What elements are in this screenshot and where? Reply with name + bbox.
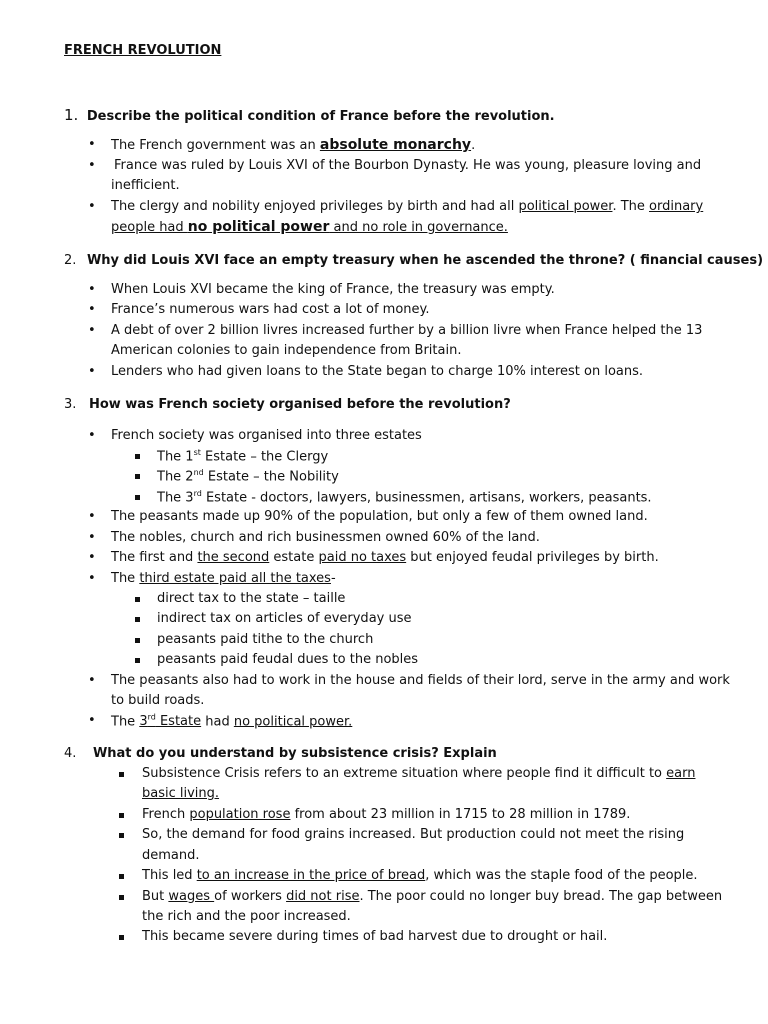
q1-b1-em: absolute monarchy (319, 137, 472, 153)
square-bullet-icon (135, 474, 140, 479)
q3-s1-pre: The 1 (157, 449, 194, 465)
q3-b7-no-political-power: no political power. (233, 714, 353, 730)
q3-b7-pre: The (111, 714, 140, 730)
square-bullet-icon (135, 617, 140, 622)
bullet-icon: • (88, 302, 96, 317)
q4-b1-pre: Subsistence Crisis refers to an extreme situation where people find it difficult to (142, 766, 667, 781)
q1-b3-political-power: political power (518, 199, 613, 214)
q4-bullet-2 (142, 807, 630, 822)
q3-b4-paid-no-taxes: paid no taxes (318, 550, 407, 565)
q4-b5-pre: But (142, 889, 169, 904)
q3-b4-post: but enjoyed feudal privileges by birth. (406, 550, 659, 565)
question-3 (64, 397, 511, 412)
square-bullet-icon (135, 638, 140, 643)
q3-sub-3 (157, 489, 652, 505)
bullet-icon: • (88, 282, 96, 297)
q3-s3-pre: The 3 (157, 490, 194, 506)
bullet-icon: • (88, 158, 96, 173)
q3-bullet-6-line-2: to build roads. (111, 693, 205, 708)
question-4-text: What do you understand by subsistence crisis? Explain (92, 746, 497, 761)
bullet-icon: • (88, 571, 96, 586)
q4-b2-pre: French (142, 807, 190, 822)
q3-tax-3: peasants paid tithe to the church (157, 632, 374, 647)
q3-b7-sup: rd (147, 713, 156, 722)
q4-b4-pre: This led (142, 868, 197, 883)
q4-bullet-3-line-2: demand. (142, 848, 200, 863)
square-bullet-icon (119, 935, 124, 940)
q1-b3-people-had: people had (111, 220, 188, 235)
q4-bullet-5-line-1 (142, 889, 722, 904)
q3-tax-2: indirect tax on articles of everyday use (157, 611, 412, 626)
q4-b5-did-not-rise: did not rise (286, 889, 360, 904)
q3-s2-post: Estate – the Nobility (203, 469, 339, 485)
question-2 (64, 253, 763, 268)
q3-b7-third-estate (139, 714, 201, 729)
bullet-icon: • (88, 428, 96, 443)
q1-b3-pre: The clergy and nobility enjoyed privileges by birth and had all (111, 199, 519, 214)
q4-b5-post: . The poor could no longer buy bread. The gap between (359, 889, 723, 904)
q4-bullet-1-line-2 (142, 786, 219, 801)
q2-bullet-3-line-2: American colonies to gain independence from Britain. (111, 343, 462, 358)
q3-b7-u1b: Estate (155, 714, 202, 730)
q4-bullet-5-line-2: the rich and the poor increased. (142, 909, 351, 924)
q3-b5-pre: The (111, 571, 140, 586)
q3-b5-post: - (330, 571, 336, 586)
q3-s3-post: Estate - doctors, lawyers, businessmen, artisans, workers, peasants. (201, 490, 652, 506)
bullet-icon: • (88, 199, 96, 214)
question-4 (64, 746, 497, 761)
question-3-number: 3. (64, 397, 77, 412)
square-bullet-icon (119, 772, 124, 777)
square-bullet-icon (119, 874, 124, 879)
square-bullet-icon (119, 895, 124, 900)
square-bullet-icon (135, 658, 140, 663)
q2-bullet-1: When Louis XVI became the king of France, the treasury was empty. (111, 282, 555, 297)
q3-b7-mid: had (201, 714, 234, 730)
square-bullet-icon (119, 813, 124, 818)
q4-b2-population-rose: population rose (189, 807, 291, 822)
q3-bullet-3: The nobles, church and rich businessmen owned 60% of the land. (111, 530, 540, 545)
q3-bullet-6-line-1: The peasants also had to work in the house and fields of their lord, serve in the army and work (111, 673, 730, 688)
q4-bullet-6: This became severe during times of bad harvest due to drought or hail. (142, 929, 608, 944)
question-3-text: How was French society organised before the revolution? (88, 397, 511, 412)
q4-bullet-4 (142, 868, 698, 883)
q2-bullet-2: France’s numerous wars had cost a lot of money. (111, 302, 430, 317)
q4-b1-earn: earn (666, 766, 696, 781)
q3-b4-pre: The first and (111, 550, 198, 565)
question-1-number: 1. (64, 106, 79, 124)
q1-bullet-2-line-1: France was ruled by Louis XVI of the Bourbon Dynasty. He was young, pleasure loving and (114, 158, 702, 173)
q1-b3-no-political-power: no political power (187, 219, 330, 235)
q2-bullet-3-line-1: A debt of over 2 billion livres increased further by a billion livre when France helped the 13 (111, 323, 703, 338)
q3-s2-pre: The 2 (157, 469, 194, 485)
q1-bullet-2-line-2: inefficient. (111, 178, 180, 193)
question-4-number: 4. (64, 746, 77, 761)
q3-s1-sup: st (193, 448, 201, 457)
q2-bullet-4: Lenders who had given loans to the State began to charge 10% interest on loans. (111, 364, 644, 379)
q1-bullet-1 (111, 137, 475, 153)
question-2-number: 2. (64, 253, 77, 268)
q1-b1-pre: The French government was an (111, 138, 320, 153)
question-1 (64, 106, 555, 124)
q1-b3-mid: . The (612, 199, 650, 214)
bullet-icon: • (88, 673, 96, 688)
square-bullet-icon (135, 454, 140, 459)
q4-b2-post: from about 23 million in 1715 to 28 million in 1789. (290, 807, 631, 822)
q3-bullet-7 (111, 713, 352, 729)
bullet-icon: • (88, 323, 96, 338)
q3-b5-third-estate: third estate paid all the taxes (139, 571, 331, 586)
q3-bullet-1: French society was organised into three estates (111, 428, 422, 443)
q3-s3-sup: rd (193, 489, 202, 498)
q3-s2-sup: nd (193, 468, 204, 477)
bullet-icon: • (88, 530, 96, 545)
q4-bullet-1-line-1 (142, 766, 695, 781)
q1-b3-ordinary: ordinary (649, 199, 704, 214)
q3-s1-post: Estate – the Clergy (200, 449, 329, 465)
q1-bullet-3-line-2 (111, 219, 508, 235)
q4-b5-mid: of workers (214, 889, 287, 904)
q3-b4-mid: estate (269, 550, 319, 565)
q4-b5-wages: wages (168, 889, 215, 904)
q3-bullet-4 (111, 550, 659, 565)
q3-b4-the-second: the second (197, 550, 270, 565)
q3-bullet-2: The peasants made up 90% of the population, but only a few of them owned land. (111, 509, 648, 524)
bullet-icon: • (88, 713, 96, 728)
q1-b1-post: . (471, 138, 476, 153)
q3-tax-1: direct tax to the state – taille (157, 591, 346, 606)
q3-tax-4: peasants paid feudal dues to the nobles (157, 652, 419, 667)
bullet-icon: • (88, 550, 96, 565)
q1-b3-no-role: and no role in governance. (329, 220, 508, 235)
page-title: FRENCH REVOLUTION (64, 43, 222, 58)
bullet-icon: • (88, 137, 96, 152)
square-bullet-icon (135, 597, 140, 602)
question-1-text: Describe the political condition of France before the revolution. (86, 109, 555, 124)
bullet-icon: • (88, 364, 96, 379)
q4-b4-post: , which was the staple food of the people. (425, 868, 698, 883)
q3-b7-u1a: 3 (139, 714, 148, 730)
square-bullet-icon (135, 495, 140, 500)
q3-bullet-5 (111, 571, 336, 586)
q4-b1-basic-living: basic living. (142, 786, 220, 801)
square-bullet-icon (119, 833, 124, 838)
q3-sub-1 (157, 448, 328, 464)
q4-bullet-3-line-1: So, the demand for food grains increased. But production could not meet the rising (142, 827, 685, 842)
question-2-text: Why did Louis XVI face an empty treasury when he ascended the throne? ( financial causes) (86, 253, 764, 268)
q4-b4-price-of-bread: to an increase in the price of bread (196, 868, 426, 883)
q3-sub-2 (157, 468, 339, 484)
q1-bullet-3-line-1 (111, 199, 703, 214)
bullet-icon: • (88, 509, 96, 524)
